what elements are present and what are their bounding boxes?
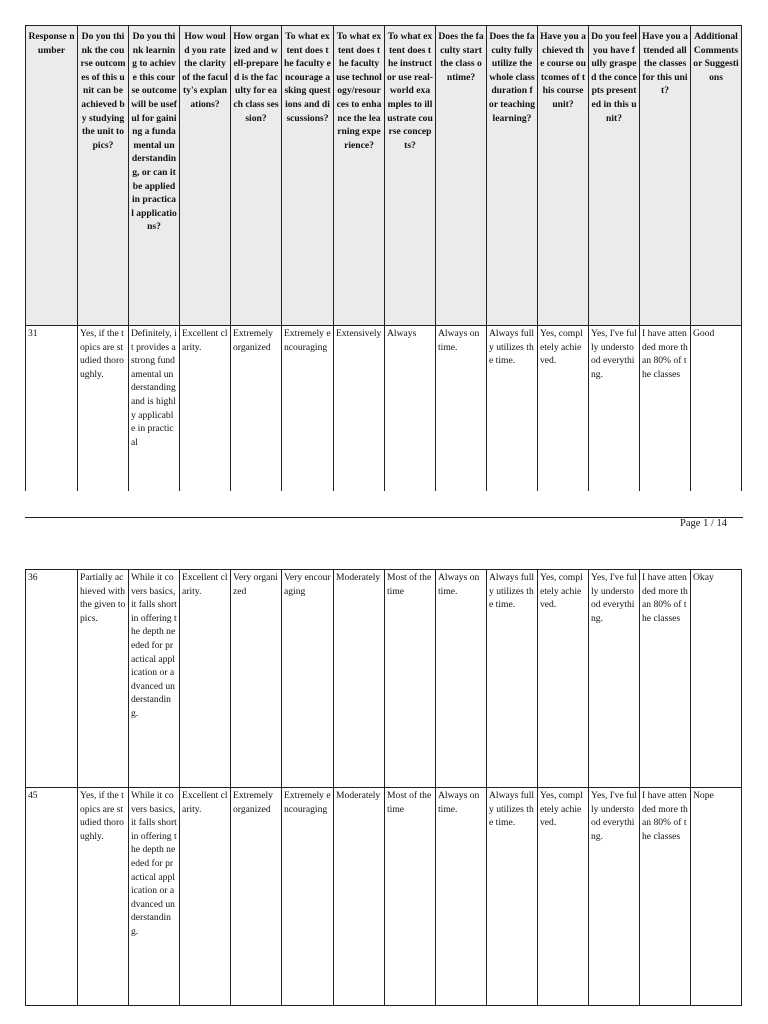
- table-cell: Always: [385, 326, 436, 491]
- header-cell: Do you feel you have fully grasped the concepts presented in this unit?: [589, 26, 640, 326]
- table-cell: Yes, I've fully understood everything.: [589, 788, 640, 1006]
- table-cell: Good: [691, 326, 742, 491]
- table-cell: Always fully utilizes the time.: [487, 570, 538, 788]
- table-cell: Nope: [691, 788, 742, 1006]
- table-cell: Always on time.: [436, 326, 487, 491]
- table-cell: Moderately: [334, 788, 385, 1006]
- table-cell: Yes, if the topics are studied thoroughly.: [78, 326, 129, 491]
- table-cell: 36: [26, 570, 78, 788]
- table-cell: Extremely encouraging: [282, 788, 334, 1006]
- table-cell: Always on time.: [436, 570, 487, 788]
- table-row: [26, 570, 742, 788]
- table-cell: I have attended more than 80% of the classes: [640, 788, 691, 1006]
- table-cell: Excellent clarity.: [180, 788, 231, 1006]
- header-cell: To what extent does the faculty use technology/resources to enhance the learning experience?: [334, 26, 385, 326]
- table-cell: Okay: [691, 570, 742, 788]
- header-row: [26, 26, 742, 326]
- table-cell: Always fully utilizes the time.: [487, 326, 538, 491]
- header-cell: Do you think the course outcomes of this unit can be achieved by studying the unit topics?: [78, 26, 129, 326]
- table-cell: Extensively: [334, 326, 385, 491]
- table-cell: I have attended more than 80% of the classes: [640, 326, 691, 491]
- header-cell: Do you think learning to achieve this course outcome will be useful for gaining a fundamental understanding, or can it be applied in practical applications?: [129, 26, 180, 326]
- header-cell: Does the faculty start the class ontime?: [436, 26, 487, 326]
- table-cell: Yes, if the topics are studied thoroughly.: [78, 788, 129, 1006]
- table-cell: Always fully utilizes the time.: [487, 788, 538, 1006]
- table-row: [26, 326, 742, 491]
- survey-table-page-1: [25, 25, 742, 491]
- page-footer-rule: [25, 517, 743, 518]
- table-cell: Very organized: [231, 570, 282, 788]
- table-cell: Moderately: [334, 570, 385, 788]
- header-cell: Does the faculty fully utilize the whole class duration for teaching learning?: [487, 26, 538, 326]
- table-cell: Extremely organized: [231, 326, 282, 491]
- header-cell: How organized and well-prepared is the faculty for each class session?: [231, 26, 282, 326]
- header-cell: Additional Comments or Suggestions: [691, 26, 742, 326]
- header-cell: Have you achieved the course outcomes of this course unit?: [538, 26, 589, 326]
- table-cell: Very encouraging: [282, 570, 334, 788]
- table-cell: I have attended more than 80% of the classes: [640, 570, 691, 788]
- table-cell: Yes, completely achieved.: [538, 788, 589, 1006]
- table-cell: Extremely encouraging: [282, 326, 334, 491]
- header-cell: Have you attended all the classes for this unit?: [640, 26, 691, 326]
- table-cell: While it covers basics, it falls short in offering the depth needed for practical application or advanced understanding.: [129, 570, 180, 788]
- table-cell: Yes, I've fully understood everything.: [589, 570, 640, 788]
- survey-table-page-2: [25, 569, 742, 1006]
- table-cell: 31: [26, 326, 78, 491]
- table-row: [26, 788, 742, 1006]
- header-cell: How would you rate the clarity of the faculty's explanations?: [180, 26, 231, 326]
- header-cell: To what extent does the faculty encourage asking questions and discussions?: [282, 26, 334, 326]
- header-cell: Response number: [26, 26, 78, 326]
- table-cell: While it covers basics, it falls short in offering the depth needed for practical application or advanced understanding.: [129, 788, 180, 1006]
- table-cell: Definitely, it provides a strong fundamental understanding and is highly applicable in practical: [129, 326, 180, 491]
- table-cell: Partially achieved with the given topics.: [78, 570, 129, 788]
- table-cell: Most of the time: [385, 788, 436, 1006]
- table-cell: Most of the time: [385, 570, 436, 788]
- table-cell: Yes, I've fully understood everything.: [589, 326, 640, 491]
- table-cell: Excellent clarity.: [180, 326, 231, 491]
- table-cell: Always on time.: [436, 788, 487, 1006]
- header-cell: To what extent does the instructor use real-world examples to illustrate course concepts?: [385, 26, 436, 326]
- table-cell: Yes, completely achieved.: [538, 326, 589, 491]
- table-cell: 45: [26, 788, 78, 1006]
- table-cell: Excellent clarity.: [180, 570, 231, 788]
- page-number: Page 1 / 14: [680, 518, 727, 529]
- table-cell: Yes, completely achieved.: [538, 570, 589, 788]
- table-cell: Extremely organized: [231, 788, 282, 1006]
